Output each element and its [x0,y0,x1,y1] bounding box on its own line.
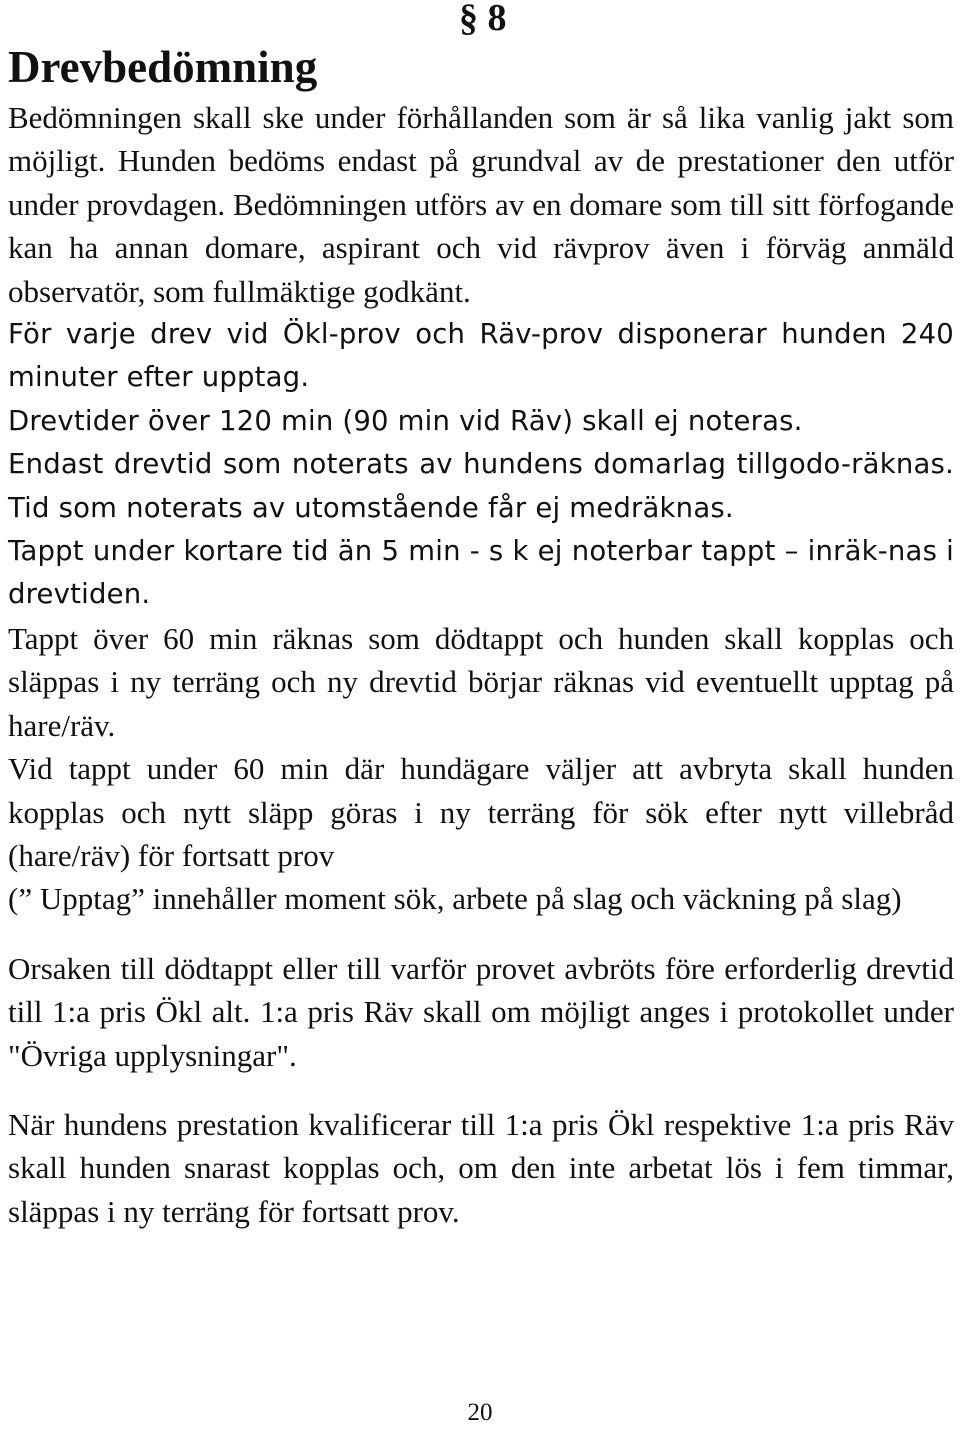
paragraph-gap [8,1077,954,1103]
paragraph-dead-loss: Tappt över 60 min räknas som dödtappt och hunden skall kopplas och släppas i ny terräng och ny drevtid börjar räknas vid eventuellt upptag på hare/räv. [8,620,954,743]
paragraph-gap [8,921,954,947]
paragraph-reason-recording: Orsaken till dödtappt eller till varför provet avbröts före erforderlig drevtid till 1:a pris Ökl alt. 1:a pris Räv skall om möjligt anges i protokollet under "Övriga upplysningar". [8,950,954,1073]
paragraph-noted-drive-time: Endast drevtid som noterats av hundens domarlag tillgodo-räknas. Tid som noterats av utomstående får ej medräknas. [8,448,954,524]
paragraph-assessment-conditions: Bedömningen skall ske under förhållanden som är så lika vanlig jakt som möjligt. Hunden bedöms endast på grundval av de prestationer den utför under provdagen. Bedömningen utförs av en domare som till sitt förfogande kan ha annan domare, aspirant och vid rävprov även i förväg anmäld observatör, som fullmäktige godkänt. [8,100,954,309]
section-number: § 8 [459,0,507,39]
paragraph-loss-under-60: Vid tappt under 60 min där hundägare väljer att avbryta skall hunden kopplas och nytt släpp göras i ny terräng för sök efter nytt villebråd (hare/räv) för fortsatt prov [8,751,954,873]
paragraph-qualification: När hundens prestation kvalificerar till 1:a pris Ökl respektive 1:a pris Räv skall hunden snarast kopplas och, om den inte arbetat lös i fem timmar, släppas i ny terräng för fortsatt prov. [8,1106,954,1229]
paragraph-short-loss: Tappt under kortare tid än 5 min - s k ej noterbar tappt – inräk-nas i drevtiden. [8,535,954,611]
document-body [8,96,954,1233]
paragraph-drive-time-limit: För varje drev vid Ökl-prov och Räv-prov disponerar hunden 240 minuter efter upptag. [8,318,954,394]
paragraph-upptag-note: (” Upptag” innehåller moment sök, arbete på slag och väckning på slag) [8,881,902,917]
page-number: 20 [467,1399,493,1426]
paragraph-drive-times-not-noted: Drevtider över 120 min (90 min vid Räv) skall ej noteras. [8,404,803,437]
page-title: Drevbedömning [8,42,318,92]
